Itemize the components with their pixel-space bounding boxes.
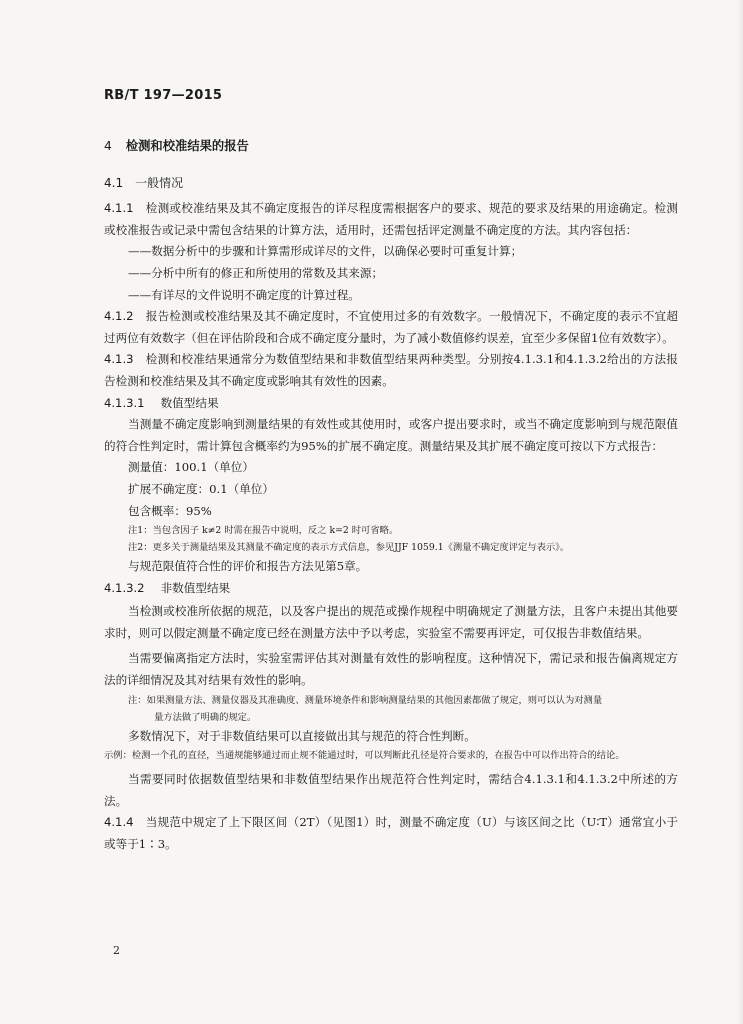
clause-text: 报告检测或校准结果及其不确定度时，不宜使用过多的有效数字。一般情况下，不确定度的表示不宜超过两位有效数字（但在评估阶段和合成不确定度分量时，为了减小数值修约误差，宜至少多保留1位有效数字）。 bbox=[104, 309, 678, 345]
coverage-probability: 包含概率：95% bbox=[128, 503, 212, 518]
measured-value: 测量值：100.1（单位） bbox=[128, 460, 254, 475]
page-number: 2 bbox=[113, 944, 120, 957]
note-1: 注1：当包含因子 k≠2 时需在报告中说明，反之 k=2 时可省略。 bbox=[128, 525, 399, 537]
clause-4-1-3-2-heading bbox=[104, 578, 678, 600]
note-line: 注：如果测量方法、测量仪器及其准确度、测量环境条件和影响测量结果的其他因素都做了规定，则可以认为对测量 bbox=[128, 694, 603, 706]
section-title: 检测和校准结果的报告 bbox=[125, 139, 249, 153]
clause-4-1-2 bbox=[104, 306, 678, 349]
paragraph: 当需要偏离指定方法时，实验室需评估其对测量有效性的影响程度。这种情况下，需记录和报告偏离规定方法的详细情况及其对结果有效性的影响。 bbox=[104, 651, 678, 688]
clause-4-1-3 bbox=[104, 349, 678, 392]
clause-number: 4.1.3.2 bbox=[104, 580, 145, 595]
clause-4-1-3-1-heading bbox=[104, 393, 678, 415]
expanded-uncertainty: 扩展不确定度：0.1（单位） bbox=[128, 481, 274, 496]
clause-number: 4.1.2 bbox=[104, 309, 134, 324]
note-2: 注2：更多关于测量结果及其测量不确定度的表示方式信息，参见JJF 1059.1《测量不确定度评定与表示》。 bbox=[128, 542, 570, 554]
clause-number: 4.1.1 bbox=[104, 201, 134, 216]
page-body bbox=[104, 130, 678, 856]
list-item: ——有详尽的文件说明不确定度的计算过程。 bbox=[128, 287, 360, 302]
clause-number: 4.1.3.1 bbox=[104, 395, 145, 410]
paragraph: 与规范限值符合性的评价和报告方法见第5章。 bbox=[128, 559, 368, 574]
clause-4-1-1 bbox=[104, 198, 678, 241]
clause-text: 检测和校准结果通常分为数值型结果和非数值型结果两种类型。分别按4.1.3.1和4.1.3.2给出的方法报告检测和校准结果及其不确定度或影响其有效性的因素。 bbox=[104, 352, 678, 388]
section-number: 4 bbox=[104, 139, 112, 153]
example: 示例：检测一个孔的直径，当通规能够通过而止规不能通过时，可以判断此孔径是符合要求的，在报告中可以作出符合的结论。 bbox=[104, 750, 625, 762]
standard-code-header: RB/T 197—2015 bbox=[104, 88, 223, 103]
paragraph: 多数情况下，对于非数值结果可以直接做出其与规范的符合性判断。 bbox=[128, 728, 476, 743]
paragraph: 当需要同时依据数值型结果和非数值型结果作出规范符合性判定时，需结合4.1.3.1和4.1.3.2中所述的方法。 bbox=[104, 772, 678, 808]
clause-text: 当规范中规定了上下限区间（2T）（见图1）时，测量不确定度（U）与该区间之比（U∶T）通常宜小于或等于1∶3。 bbox=[104, 815, 678, 852]
clause-title: 数值型结果 bbox=[160, 395, 219, 410]
clause-number: 4.1.3 bbox=[104, 352, 134, 367]
note-line: 量方法做了明确的规定。 bbox=[154, 711, 257, 723]
list-item: ——数据分析中的步骤和计算需形成详尽的文件，以确保必要时可重复计算； bbox=[128, 244, 523, 259]
section-heading bbox=[104, 136, 678, 158]
clause-title: 非数值型结果 bbox=[160, 580, 231, 595]
paragraph: 当检测或校准所依据的规范，以及客户提出的规范或操作规程中明确规定了测量方法，且客户未提出其他要求时，则可以假定测量不确定度已经在测量方法中予以考虑，实验室不需要再评定，可仅报告非数值结果。 bbox=[104, 604, 678, 640]
clause-text: 检测或校准结果及其不确定度报告的详尽程度需根据客户的要求、规范的要求及结果的用途确定。检测或校准报告或记录中需包含结果的计算方法，适用时，还需包括评定测量不确定度的方法。其内容包括： bbox=[104, 201, 678, 237]
subsection-title: 一般情况 bbox=[135, 175, 184, 190]
subsection-heading bbox=[104, 173, 678, 195]
list-item: ——分析中所有的修正和所使用的常数及其来源； bbox=[128, 265, 384, 280]
subsection-number: 4.1 bbox=[104, 175, 124, 190]
note bbox=[104, 692, 678, 726]
paragraph: 当测量不确定度影响到测量结果的有效性或其使用时，或客户提出要求时，或当不确定度影响到与规范限值的符合性判定时，需计算包含概率约为95%的扩展不确定度。测量结果及其扩展不确定度可按以下方式报告： bbox=[104, 417, 678, 453]
clause-4-1-4 bbox=[104, 812, 678, 855]
clause-number: 4.1.4 bbox=[104, 815, 134, 830]
